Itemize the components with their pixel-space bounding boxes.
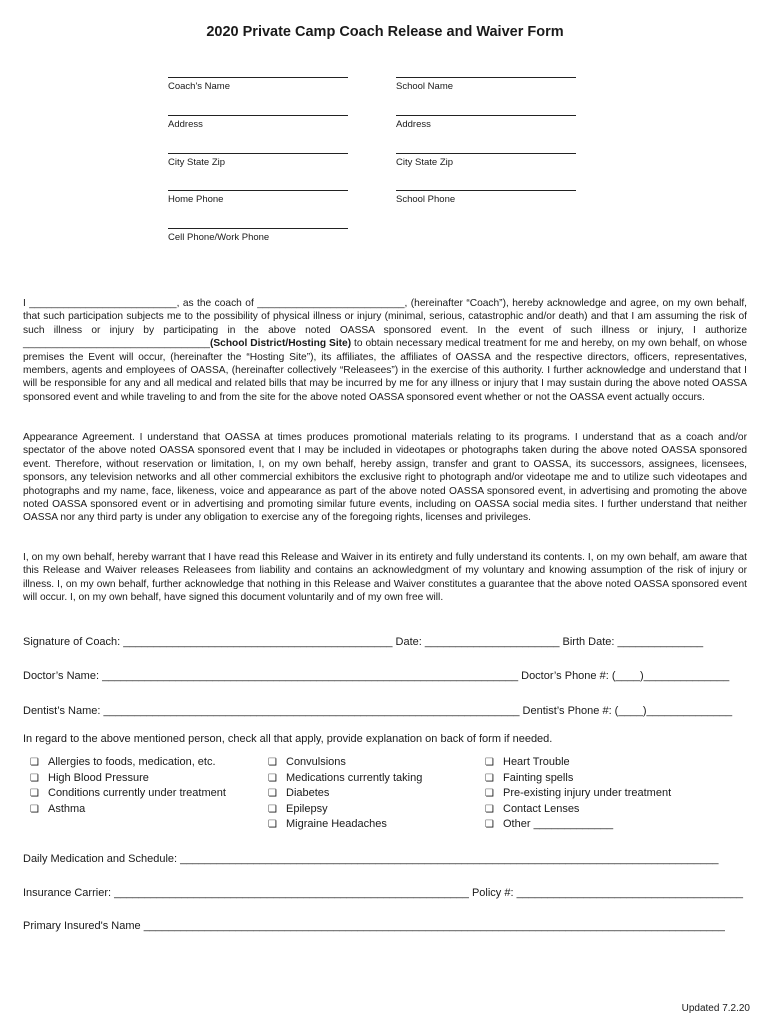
release-text-part2: to obtain necessary medical treatment for me and hereby, on my own behalf, on whose premises the Event will occur, (hereinafter the “Hosting Site”), its affiliates, the affiliates of OASSA and the respective directors, officers, representatives, members, agents and employees of OASSA, (hereinafter collectively “Releasees”) in the exercise of this authority. I further acknowledge and understand that I will be responsible for any and all medical and related bills that may be incurred by me for any illness or injury that I may sustain during the above noted OASSA sponsored event and while traveling to and from the site for the above noted OASSA sponsored event whether or not the OASSA event actually occurs. [23, 338, 747, 403]
home-phone-line [168, 190, 348, 191]
condition-other[interactable] [485, 817, 671, 833]
form-title: 2020 Private Camp Coach Release and Waiver Form [206, 24, 564, 40]
condition-medications[interactable] [268, 771, 422, 787]
condition-label: Contact Lenses [503, 802, 580, 815]
condition-allergies[interactable] [30, 755, 226, 771]
school-name-field[interactable] [396, 77, 576, 92]
conditions-intro: In regard to the above mentioned person, check all that apply, provide explanation on back of form if needed. [23, 733, 553, 745]
coach-name-label: Coach's Name [168, 81, 231, 92]
address-right-line [396, 115, 576, 116]
doctor-row[interactable]: Doctor’s Name: ____________________________________________________________________ Doctor’s Phone #: (____)______________ [23, 670, 730, 682]
condition-label: Other _____________ [503, 818, 614, 831]
checkbox-icon[interactable]: ❏ [268, 819, 277, 831]
cell-phone-label: Cell Phone/Work Phone [168, 232, 270, 243]
checkbox-icon[interactable]: ❏ [268, 757, 277, 768]
school-name-line [396, 77, 576, 78]
cell-phone-field[interactable] [168, 228, 348, 243]
appearance-paragraph: Appearance Agreement. I understand that OASSA at times produces promotional materials relating to its programs. I understand that as a coach and/or spectator of the above noted OASSA sponsored event that I may be included in videotapes or photographs taken during the above noted OASSA sponsored event. Therefore, without reservation or limitation, I, on my own behalf, hereby assign, transfer and grant to OASSA, its successors, assignees, licensees, sponsors, any television networks and all other commercial exhibitors the exclusive right to photograph and/or videotape me and to utilize such videotapes and photographs and my name, face, likeness, voice and appearance as part of the above noted OASSA sponsored event, in advertising and promoting the above noted OASSA sponsored event or in advertising and promoting similar future events, including on OASSA social media sites. I further understand that neither OASSA nor any third party is under any obligation to exercise any of the foregoing rights, licenses and privileges. [23, 432, 747, 524]
checkbox-icon[interactable]: ❏ [485, 803, 494, 815]
checkbox-icon[interactable]: ❏ [485, 788, 494, 800]
conditions-column-3 [485, 755, 671, 833]
condition-label: Conditions currently under treatment [48, 787, 226, 800]
checkbox-icon[interactable]: ❏ [485, 757, 494, 768]
conditions-column-1 [30, 755, 226, 817]
city-left-field[interactable] [168, 153, 348, 168]
address-right-label: Address [396, 119, 431, 130]
insurance-row[interactable]: Insurance Carrier: __________________________________________________________ Policy #: _____________________________________ [23, 887, 743, 899]
address-left-field[interactable] [168, 115, 348, 130]
condition-heart-trouble[interactable] [485, 755, 671, 771]
condition-label: Heart Trouble [503, 756, 570, 768]
city-right-label: City State Zip [396, 157, 454, 168]
condition-migraine[interactable] [268, 817, 422, 833]
checkbox-icon[interactable]: ❏ [268, 788, 277, 800]
warrant-paragraph: I, on my own behalf, hereby warrant that I have read this Release and Waiver in its entirety and fully understand its contents. I, on my own behalf, am aware that this Release and Waiver releases Releasees from liability and contains an acknowledgment of my voluntary and knowing assumption of the risk of injury or illness. I, on my own behalf, further acknowledge that nothing in this Release and Waiver constitutes a guarantee that the above noted OASSA sponsored event will occur. I, on my own behalf, have signed this document voluntarily and of my own free will. [23, 552, 747, 604]
coach-name-field[interactable] [168, 77, 348, 92]
school-phone-line [396, 190, 576, 191]
cell-phone-line [168, 228, 348, 229]
home-phone-field[interactable] [168, 190, 348, 205]
city-right-line [396, 153, 576, 154]
hosting-site-label: (School District/Hosting Site) [209, 338, 352, 350]
signature-row[interactable]: Signature of Coach: ____________________________________________ Date: ______________________ Birth Date: ______________ [23, 636, 704, 648]
school-phone-field[interactable] [396, 190, 576, 205]
condition-pre-existing-injury[interactable] [485, 786, 671, 802]
address-left-line [168, 115, 348, 116]
home-phone-label: Home Phone [168, 194, 224, 205]
condition-asthma[interactable] [30, 802, 226, 818]
release-text-part1: I __________________________, as the coach of __________________________, (hereinafter “Coach”), hereby acknowledge and agree, on my own behalf, that such participation subjects me to the possibility of physical illness or injury (minimal, serious, catastrophic and/or death) and that I am assuming the risk of such illness or injury by participating in the above noted OASSA sponsored event. In the event of such illness or injury, I authorize _________________________________ [23, 298, 747, 350]
updated-date: Updated 7.2.20 [681, 1003, 750, 1014]
checkbox-icon[interactable]: ❏ [268, 772, 277, 784]
condition-fainting[interactable] [485, 771, 671, 787]
condition-label: High Blood Pressure [48, 771, 149, 784]
condition-high-blood-pressure[interactable] [30, 771, 226, 787]
address-right-field[interactable] [396, 115, 576, 130]
condition-label: Diabetes [286, 787, 330, 800]
school-phone-label: School Phone [396, 194, 456, 205]
condition-contact-lenses[interactable] [485, 802, 671, 818]
checkbox-icon[interactable]: ❏ [30, 772, 39, 784]
condition-label: Allergies to foods, medication, etc. [48, 756, 216, 768]
release-paragraph [23, 297, 747, 404]
condition-label: Pre-existing injury under treatment [503, 787, 672, 800]
primary-insured-row[interactable]: Primary Insured's Name _______________________________________________________________________________________________ [23, 920, 725, 932]
condition-convulsions[interactable] [268, 755, 422, 771]
conditions-column-2 [268, 755, 422, 833]
city-left-line [168, 153, 348, 154]
condition-label: Epilepsy [286, 802, 328, 815]
address-left-label: Address [168, 119, 203, 130]
city-left-label: City State Zip [168, 157, 226, 168]
checkbox-icon[interactable]: ❏ [268, 803, 277, 815]
dentist-row[interactable]: Dentist’s Name: ____________________________________________________________________ Dentist’s Phone #: (____)______________ [23, 705, 733, 717]
condition-epilepsy[interactable] [268, 802, 422, 818]
condition-label: Medications currently taking [286, 771, 423, 784]
checkbox-icon[interactable]: ❏ [30, 803, 39, 815]
checkbox-icon[interactable]: ❏ [485, 819, 494, 831]
condition-diabetes[interactable] [268, 786, 422, 802]
condition-label: Convulsions [286, 756, 346, 768]
condition-label: Asthma [48, 802, 86, 815]
condition-label: Migraine Headaches [286, 818, 387, 831]
condition-under-treatment[interactable] [30, 786, 226, 802]
checkbox-icon[interactable]: ❏ [30, 788, 39, 800]
coach-name-line [168, 77, 348, 78]
condition-label: Fainting spells [503, 771, 574, 784]
checkbox-icon[interactable]: ❏ [30, 757, 39, 768]
checkbox-icon[interactable]: ❏ [485, 772, 494, 784]
medication-row[interactable]: Daily Medication and Schedule: ________________________________________________________________________________________ [23, 853, 719, 865]
school-name-label: School Name [396, 81, 454, 92]
city-right-field[interactable] [396, 153, 576, 168]
